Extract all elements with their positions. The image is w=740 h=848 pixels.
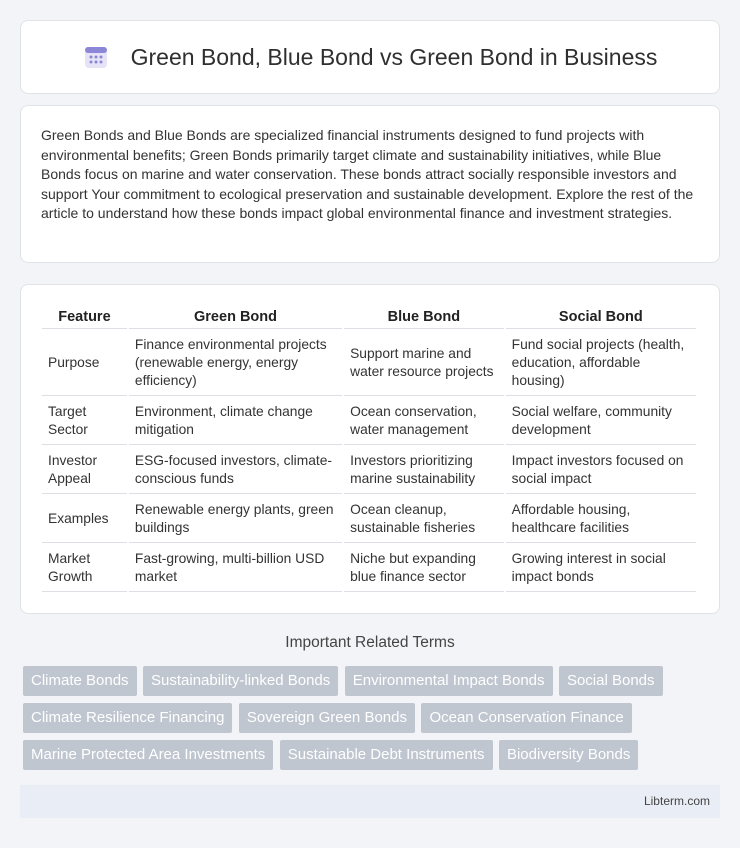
related-terms-list bbox=[23, 666, 723, 777]
table-cell: Fund social projects (health, education, affordable housing) bbox=[506, 331, 696, 396]
related-term-tag[interactable]: Environmental Impact Bonds bbox=[345, 666, 553, 696]
table-cell: Environment, climate change mitigation bbox=[129, 398, 342, 445]
column-header: Social Bond bbox=[506, 305, 696, 329]
related-term-tag[interactable]: Climate Bonds bbox=[23, 666, 137, 696]
intro-text: Green Bonds and Blue Bonds are specialized financial instruments designed to fund projects with environmental benefits; Green Bonds primarily target climate and sustainability initiatives, while Blue Bonds focus on marine and water conservation. These bonds attract socially responsible investors and support Your commitment to ecological preservation and sustainable development. Explore the rest of the article to understand how these bonds impact global environmental finance and investment strategies. bbox=[41, 127, 694, 221]
table-cell: Investors prioritizing marine sustainability bbox=[344, 447, 504, 494]
table-cell: Purpose bbox=[42, 331, 127, 396]
table-cell: Finance environmental projects (renewable energy, energy efficiency) bbox=[129, 331, 342, 396]
related-term-tag[interactable]: Marine Protected Area Investments bbox=[23, 740, 273, 770]
related-term-tag[interactable]: Biodiversity Bonds bbox=[499, 740, 638, 770]
table-row bbox=[42, 447, 696, 494]
table-row bbox=[42, 331, 696, 396]
related-terms-title: Important Related Terms bbox=[285, 634, 455, 651]
table-cell: Social welfare, community development bbox=[506, 398, 696, 445]
table-row bbox=[42, 545, 696, 592]
table-cell: Investor Appeal bbox=[42, 447, 127, 494]
page-title: Green Bond, Blue Bond vs Green Bond in Business bbox=[130, 43, 658, 70]
table-cell: Growing interest in social impact bonds bbox=[506, 545, 696, 592]
table-cell: Target Sector bbox=[42, 398, 127, 445]
table-cell: Niche but expanding blue finance sector bbox=[344, 545, 504, 592]
related-term-tag[interactable]: Ocean Conservation Finance bbox=[421, 703, 631, 733]
related-term-tag[interactable]: Climate Resilience Financing bbox=[23, 703, 232, 733]
table-cell: Fast-growing, multi-billion USD market bbox=[129, 545, 342, 592]
related-term-tag[interactable]: Sustainability-linked Bonds bbox=[143, 666, 338, 696]
calendar-icon bbox=[83, 44, 109, 70]
related-term-tag[interactable]: Sustainable Debt Instruments bbox=[280, 740, 493, 770]
footer-brand[interactable]: Libterm.com bbox=[643, 794, 710, 808]
intro-card bbox=[20, 105, 720, 263]
table-cell: Support marine and water resource projects bbox=[344, 331, 504, 396]
table-cell: Examples bbox=[42, 496, 127, 543]
table-cell: ESG-focused investors, climate-conscious funds bbox=[129, 447, 342, 494]
table-cell: Affordable housing, healthcare facilities bbox=[506, 496, 696, 543]
related-term-tag[interactable]: Sovereign Green Bonds bbox=[239, 703, 415, 733]
table-cell: Market Growth bbox=[42, 545, 127, 592]
table-cell: Renewable energy plants, green buildings bbox=[129, 496, 342, 543]
table-row bbox=[42, 496, 696, 543]
comparison-table-card bbox=[20, 284, 720, 614]
table-header-row bbox=[42, 305, 696, 329]
column-header: Blue Bond bbox=[344, 305, 504, 329]
footer-bar bbox=[20, 785, 720, 818]
comparison-table bbox=[40, 303, 698, 594]
table-cell: Ocean conservation, water management bbox=[344, 398, 504, 445]
table-cell: Impact investors focused on social impact bbox=[506, 447, 696, 494]
related-term-tag[interactable]: Social Bonds bbox=[559, 666, 663, 696]
column-header: Feature bbox=[42, 305, 127, 329]
column-header: Green Bond bbox=[129, 305, 342, 329]
header-card bbox=[20, 20, 720, 94]
table-cell: Ocean cleanup, sustainable fisheries bbox=[344, 496, 504, 543]
table-row bbox=[42, 398, 696, 445]
